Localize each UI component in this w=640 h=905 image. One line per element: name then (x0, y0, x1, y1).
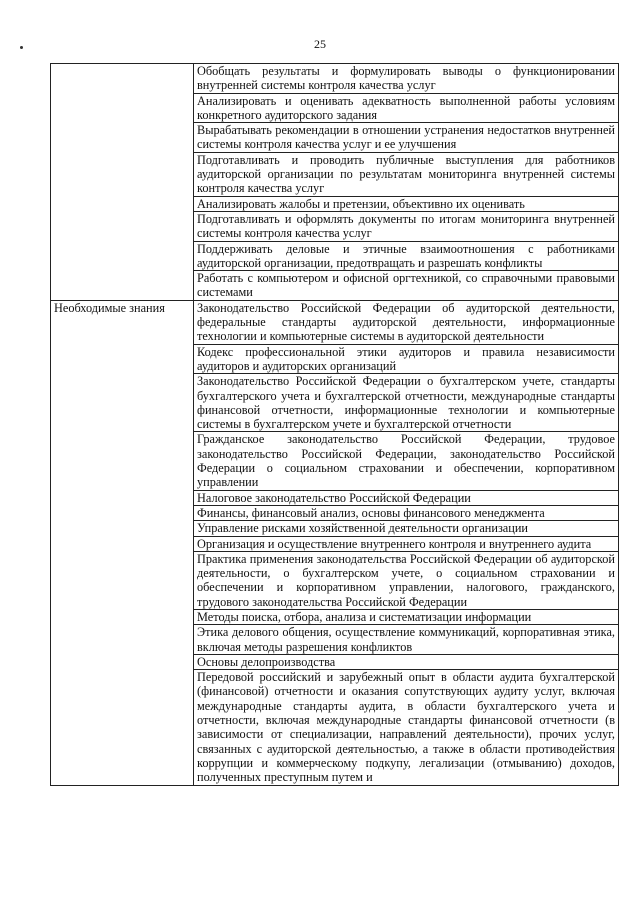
skill-item: Анализировать и оценивать адекватность выполненной работы условиям конкретного аудиторского задания (194, 93, 619, 123)
skill-item: Анализировать жалобы и претензии, объективно их оценивать (194, 196, 619, 211)
page-number: 25 (314, 37, 326, 51)
knowledge-item: Законодательство Российской Федерации о бухгалтерском учете, стандарты бухгалтерского учета и бухгалтерской отчетности, международные стандарты финансовой отчетности, информационные технологии и компьютерные системы в бухгалтерском учете и бухгалтерской отчетности (194, 374, 619, 432)
knowledge-item: Законодательство Российской Федерации об аудиторской деятельности, федеральные стандарты аудиторской деятельности, информационные технологии и компьютерные системы в аудиторской деятельности (194, 300, 619, 344)
knowledge-item: Организация и осуществление внутреннего контроля и внутреннего аудита (194, 536, 619, 551)
knowledge-item: Методы поиска, отбора, анализа и систематизации информации (194, 609, 619, 624)
table-row (51, 64, 619, 94)
table-row (51, 300, 619, 344)
knowledge-item: Передовой российский и зарубежный опыт в области аудита бухгалтерской (финансовой) отчетности и оказания сопутствующих аудиту услуг, включая международные стандарты аудита, в области бухгалтерского учета и отчетности, включая международные стандарты финансовой отчетности (в зависимости от специализации, направлений деятельности), прочих услуг, связанных с аудиторской деятельностью, а также в области противодействия коррупции и коммерческому подкупу, легализации (отмыванию) доходов, полученных преступным путем и (194, 670, 619, 785)
knowledge-item: Основы делопроизводства (194, 654, 619, 669)
knowledge-item: Налоговое законодательство Российской Федерации (194, 490, 619, 505)
knowledge-item: Управление рисками хозяйственной деятельности организации (194, 521, 619, 536)
knowledge-label: Необходимые знания (51, 300, 194, 785)
knowledge-item: Гражданское законодательство Российской Федерации, трудовое законодательство Российской Федерации, законодательство Российской Федерации о социальном страховании и обеспечении, корпоративном управлении (194, 432, 619, 490)
skill-item: Подготавливать и проводить публичные выступления для работников аудиторской организации по результатам мониторинга внутренней системы контроля качества услуг (194, 152, 619, 196)
knowledge-item: Этика делового общения, осуществление коммуникаций, корпоративная этика, включая методы разрешения конфликтов (194, 625, 619, 655)
skill-item: Работать с компьютером и офисной оргтехникой, со справочными правовыми системами (194, 271, 619, 301)
skills-label-cell (51, 64, 194, 301)
knowledge-item: Финансы, финансовый анализ, основы финансового менеджмента (194, 505, 619, 520)
skill-item: Поддерживать деловые и этичные взаимоотношения с работниками аудиторской организации, предотвращать и разрешать конфликты (194, 241, 619, 271)
skill-item: Обобщать результаты и формулировать выводы о функционировании внутренней системы контроля качества услуг (194, 64, 619, 94)
skill-item: Вырабатывать рекомендации в отношении устранения недостатков внутренней системы контроля качества услуг и ее улучшения (194, 123, 619, 153)
requirements-table (50, 63, 619, 786)
scan-dot-mark (20, 46, 23, 49)
knowledge-item: Практика применения законодательства Российской Федерации об аудиторской деятельности, о бухгалтерском учете, о социальном страховании и обеспечении и корпоративном управлении, налогового, гражданского, трудового законодательства Российской Федерации (194, 551, 619, 609)
skill-item: Подготавливать и оформлять документы по итогам мониторинга внутренней системы контроля качества услуг (194, 211, 619, 241)
knowledge-item: Кодекс профессиональной этики аудиторов и правила независимости аудиторов и аудиторских организаций (194, 344, 619, 374)
